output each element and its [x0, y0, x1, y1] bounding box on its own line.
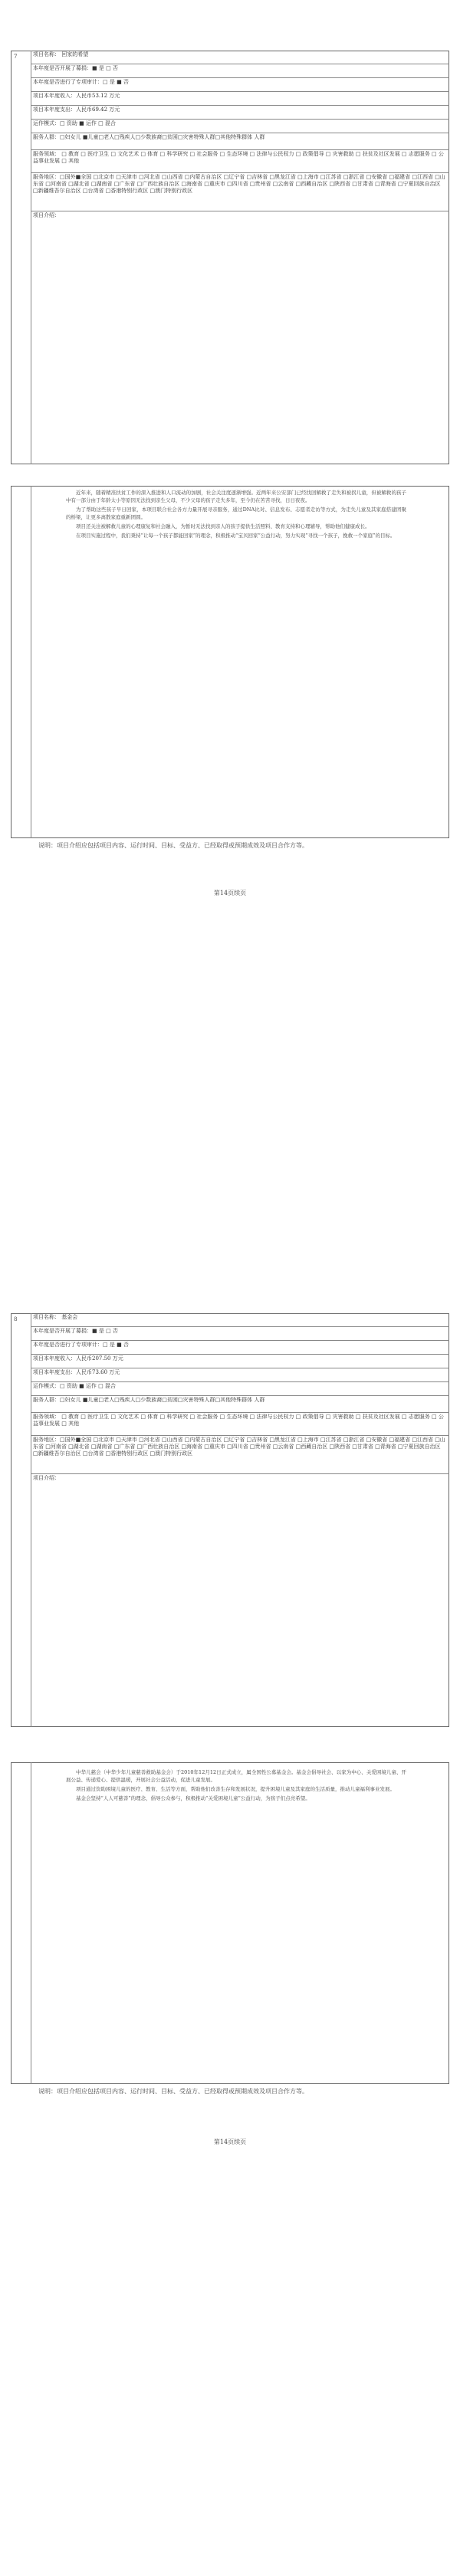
service-region-row: 服务地区：□国外■全国 □北京市 □天津市 □河北省 □山西省 □内蒙古自治区 □辽宁省 □吉林省 □黑龙江省 □上海市 □江苏省 □浙江省 □安徽省 □福建省 □江西省 □山东省 □河南省 □湖北省 □湖南省 □广东省 □广西壮族自治区 □海南省 □重庆市 □四川省 □贵州省 □云南省 □西藏自治区 □陕西省 □甘肃省 □青海省 □宁夏回族自治区 □新疆维吾尔自治区 □台湾省 □香港特别行政区 □澳门特别行政区 [31, 1436, 449, 1474]
explanation-note: 说明：项目介绍应包括项目内容、运行时间、目标、受益方、已经取得或预期成效及项目合作方等。 [38, 842, 308, 849]
intro-paragraph: 项目通过资助困境儿童的医疗、教育、生活等方面，帮助他们改善生存和发展状况，提升困境儿童及其家庭的生活质量，推动儿童福利事业发展。 [76, 1786, 395, 1792]
expense-row: 项目本年度支出：人民币69.42 万元 [31, 106, 449, 120]
expense-row: 项目本年度支出：人民币73.60 万元 [31, 1368, 449, 1382]
intro-paragraph: 为了帮助这些孩子早日回家，本项目联合社会各方力量开展寻亲服务，通过DNA比对、信息发布、志愿者走访等方式，为走失儿童及其家庭搭建团聚的桥梁，让更多离散家庭重新团圆。 [66, 506, 406, 520]
explanation-note: 说明：项目介绍应包括项目内容、运行时间、目标、受益方、已经取得或预期成效及项目合作方等。 [38, 2088, 308, 2095]
intro-label: 项目介绍： [33, 212, 60, 218]
intro-paragraph: 在项目实施过程中，我们秉持“让每一个孩子都能回家”的理念，积极推动“宝贝回家”公益行动，努力实现“寻找一个孩子，挽救一个家庭”的目标。 [76, 533, 396, 539]
fundraising-row: 本年度是否开展了募捐：■ 是 □ 否 [31, 1327, 449, 1341]
project-intro-text [66, 1768, 406, 1804]
fundraising-row: 本年度是否开展了募捐：■ 是 □ 否 [31, 64, 449, 78]
intro-frame [11, 1762, 449, 2084]
service-target-row: 服务人群：□妇女儿 ■儿童□老人□残疾人□少数族裔□贫困□灾害特殊人群□其他特殊群体 人群 [31, 133, 449, 150]
page-1 [0, 0, 460, 1272]
intro-paragraph: 项目还关注被解救儿童的心理康复和社会融入，为暂时无法找到亲人的孩子提供生活照料、教育支持和心理辅导，帮助他们健康成长。 [76, 523, 370, 529]
project-intro-text [66, 489, 406, 541]
project-name: 项目名称： 基金会 [31, 1313, 449, 1327]
project-number: 7 [14, 54, 18, 60]
income-row: 项目本年度收入：人民币53.12 万元 [31, 92, 449, 106]
service-region-row: 服务地区：□国外■全国 □北京市 □天津市 □河北省 □山西省 □内蒙古自治区 □辽宁省 □吉林省 □黑龙江省 □上海市 □江苏省 □浙江省 □安徽省 □福建省 □江西省 □山东省 □河南省 □湖北省 □湖南省 □广东省 □广西壮族自治区 □海南省 □重庆市 □四川省 □贵州省 □云南省 □西藏自治区 □陕西省 □甘肃省 □青海省 □宁夏回族自治区 □新疆维吾尔自治区 □台湾省 □香港特别行政区 □澳门特别行政区 [31, 173, 449, 211]
audit-row: 本年度是否进行了专项审计：□ 是 ■ 否 [31, 78, 449, 92]
intro-paragraph: 近年来，随着精准扶贫工作的深入推进和人口流动的加剧，社会关注度逐渐增强。近两年来公安部门已经找回解救了走失和被拐儿童，但被解救的孩子中有一部分由于年龄太小等原因无法找到亲生父母，不少父母的孩子走失多年，至今仍在苦苦寻找，日日夜夜。 [66, 490, 406, 503]
audit-row: 本年度是否进行了专项审计：□ 是 ■ 否 [31, 1341, 449, 1355]
mode-row: 运作模式：□ 资助 ■ 运作 □ 混合 [31, 1382, 449, 1396]
page-footer: 第14页续页 [213, 890, 247, 896]
intro-paragraph: 基金会坚持“人人可慈善”的理念，倡导公众参与，积极推动“关爱困境儿童”公益行动，为孩子们点亮希望。 [76, 1795, 310, 1801]
service-field-row: 服务领域： □ 教育 □ 医疗卫生 □ 文化艺术 □ 体育 □ 科学研究 □ 社会服务 □ 生态环境 □ 法律与公民权力 □ 政策倡导 □ 灾害救助 □ 扶贫及社区发展 □ 志愿服务 □ 公益事业发展 □ 其他 [31, 1413, 449, 1436]
income-row: 项目本年度收入：人民币207.50 万元 [31, 1355, 449, 1368]
page-footer: 第14页续页 [213, 2138, 247, 2145]
page-2 [0, 1272, 460, 2576]
intro-paragraph: 中华儿慈会（中华少年儿童慈善救助基金会）于2010年12月12日正式成立，属全国性公募基金会。基金会倡导社会、以家为中心、关爱困境儿童、开展公益、传递爱心、提供温暖，开展社会公益活动，促进儿童发展。 [66, 1769, 406, 1783]
intro-label: 项目介绍： [33, 1475, 60, 1481]
mode-row: 运作模式：□ 资助 ■ 运作 □ 混合 [31, 120, 449, 133]
project-number: 8 [14, 1316, 18, 1322]
project-name: 项目名称： 回家的希望 [31, 51, 449, 64]
service-target-row: 服务人群：□妇女儿 ■儿童□老人□残疾人□少数族裔□贫困□灾害特殊人群□其他特殊群体 人群 [31, 1396, 449, 1413]
service-field-row: 服务领域： □ 教育 □ 医疗卫生 □ 文化艺术 □ 体育 □ 科学研究 □ 社会服务 □ 生态环境 □ 法律与公民权力 □ 政策倡导 □ 灾害救助 □ 扶贫及社区发展 □ 志愿服务 □ 公益事业发展 □ 其他 [31, 150, 449, 173]
